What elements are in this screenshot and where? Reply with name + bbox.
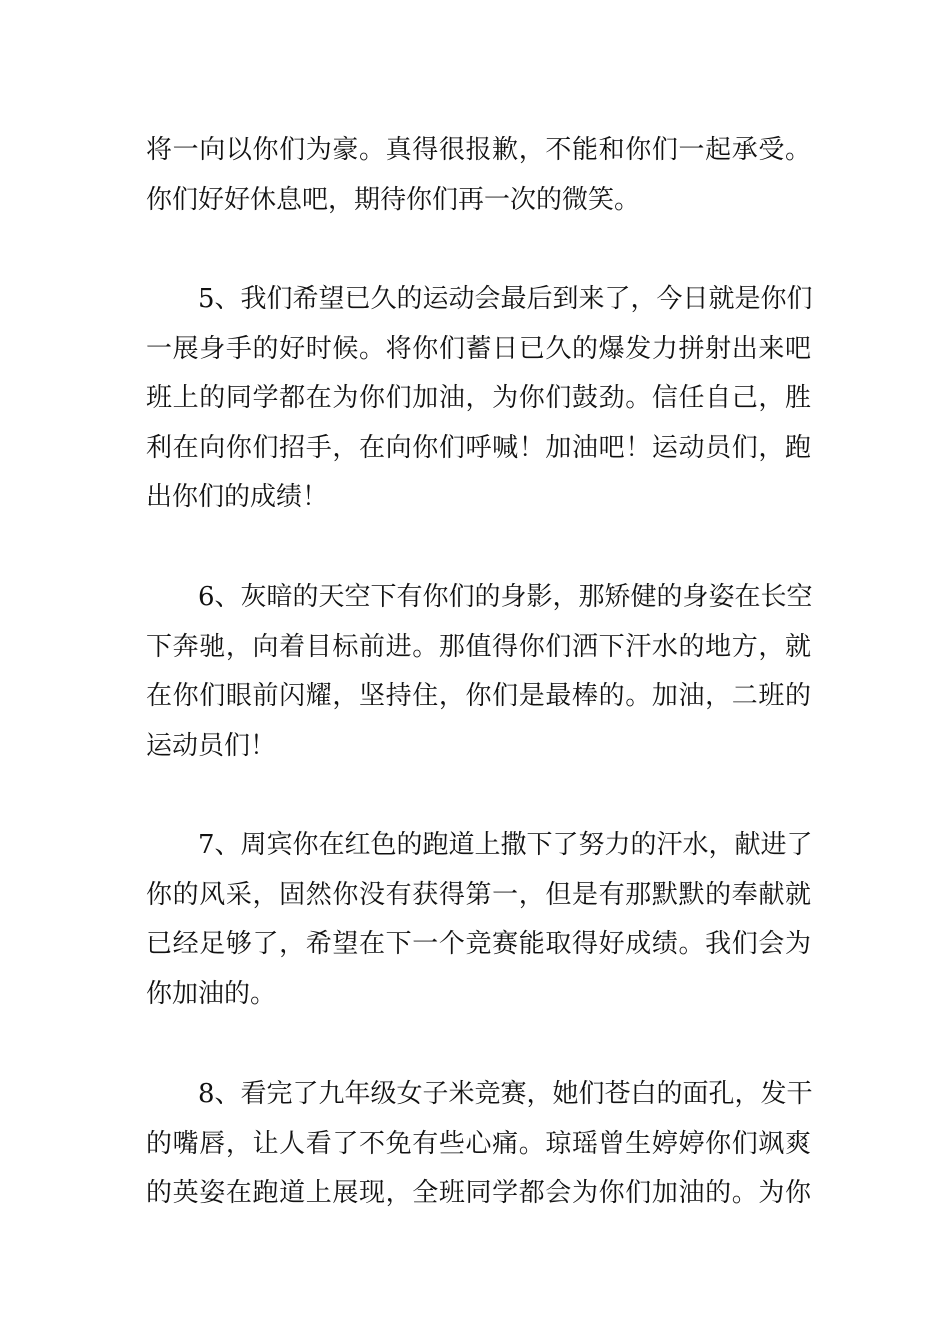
text-line: 出你们的成绩！ — [146, 482, 329, 512]
paragraph-4-continued — [146, 126, 811, 225]
text-line: 利在向你们招手，在向你们呼喊！加油吧！运动员们，跑 — [146, 432, 811, 463]
text-line: 一展身手的好时候。将你们蓄日已久的爆发力拼射出来吧 — [146, 333, 811, 364]
text-line: 下奔驰，向着目标前进。那值得你们洒下汗水的地方，就 — [146, 631, 811, 662]
text-line: 5、我们希望已久的运动会最后到来了，今日就是你们 — [146, 284, 813, 314]
text-line: 7、周宾你在红色的跑道上撒下了努力的汗水，献进了 — [146, 830, 813, 860]
text-line: 班上的同学都在为你们加油，为你们鼓劲。信任自己，胜 — [146, 383, 811, 413]
text-line: 已经足够了，希望在下一个竞赛能取得好成绩。我们会为 — [146, 929, 811, 959]
text-line: 你加油的。 — [146, 978, 277, 1009]
text-line: 你的风采，固然你没有获得第一，但是有那默默的奉献就 — [146, 879, 811, 910]
text-line: 8、看完了九年级女子米竞赛，她们苍白的面孔，发干 — [146, 1079, 813, 1109]
text-line: 6、灰暗的天空下有你们的身影，那矫健的身姿在长空 — [146, 582, 813, 612]
text-line: 的嘴唇，让人看了不免有些心痛。琼瑶曾生婷婷你们飒爽 — [146, 1128, 811, 1159]
paragraph-6 — [146, 573, 811, 771]
text-line: 在你们眼前闪耀，坚持住，你们是最棒的。加油，二班的 — [146, 681, 811, 711]
paragraph-5 — [146, 275, 811, 523]
paragraph-7 — [146, 821, 811, 1019]
text-line: 将一向以你们为豪。真得很报歉，不能和你们一起承受。 — [146, 135, 811, 165]
text-line: 你们好好休息吧，期待你们再一次的微笑。 — [146, 184, 641, 215]
text-line: 的英姿在跑道上展现，全班同学都会为你们加油的。为你 — [146, 1178, 811, 1208]
paragraph-8 — [146, 1070, 811, 1219]
text-line: 运动员们！ — [146, 730, 277, 761]
